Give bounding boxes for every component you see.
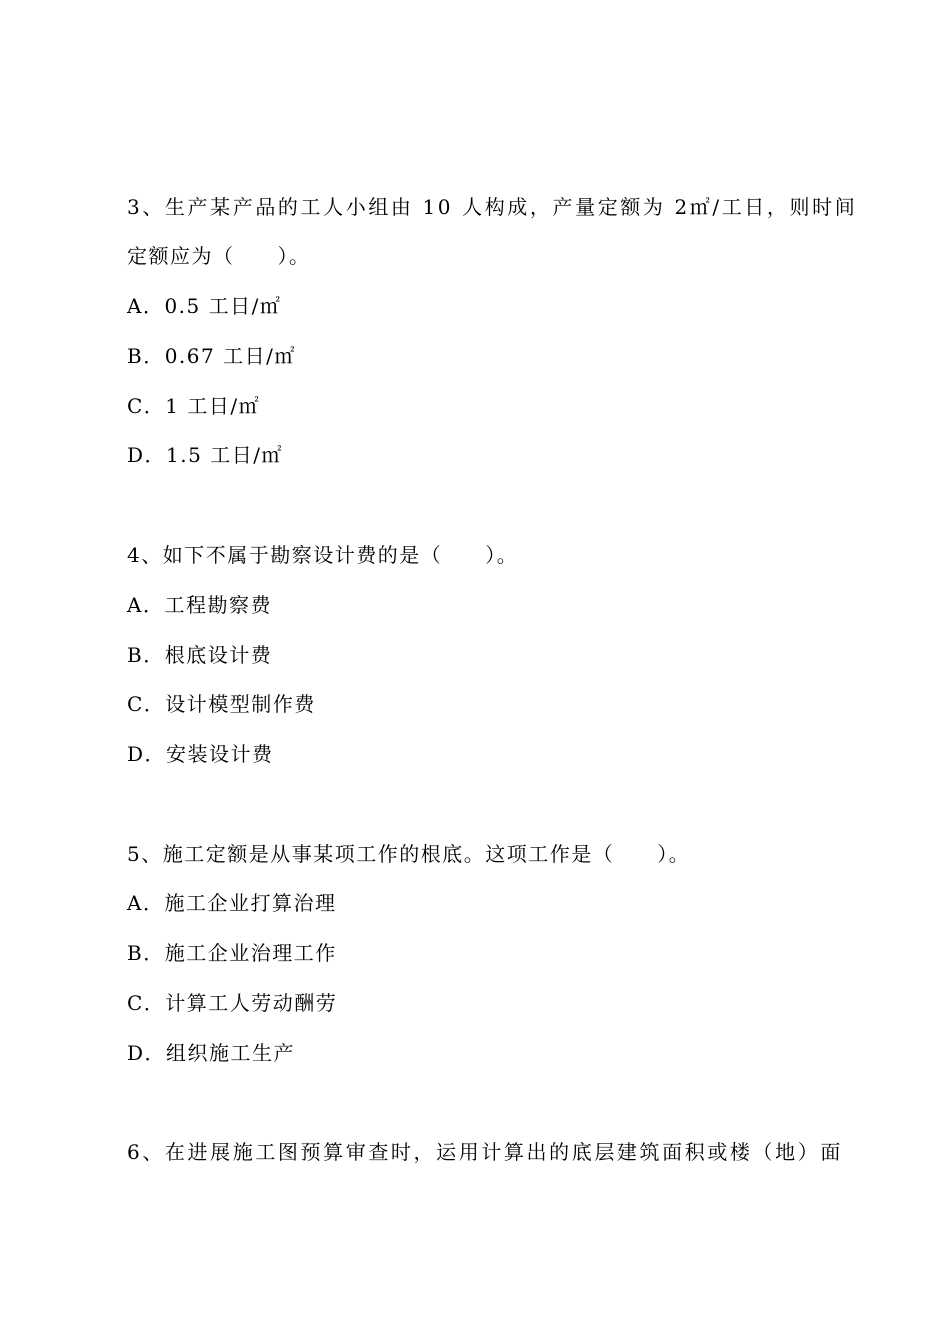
question-3-option-c: C．1 工日/㎡: [127, 394, 261, 418]
question-3-stem-line-1: 3、生产某产品的工人小组由 10 人构成，产量定额为 2㎡/工日，则时间: [127, 195, 858, 219]
question-3-stem-line-2: 定额应为（ ）。: [127, 244, 311, 268]
question-5-option-b: B．施工企业治理工作: [127, 941, 337, 965]
question-4-option-b: B．根底设计费: [127, 643, 273, 667]
question-4-option-a: A．工程勘察费: [127, 593, 272, 617]
question-5-stem-line-1: 5、施工定额是从事某项工作的根底。这项工作是（ ）。: [127, 842, 691, 866]
question-5-option-a: A．施工企业打算治理: [127, 891, 337, 915]
question-4-option-c: C．设计模型制作费: [127, 692, 316, 716]
question-3-option-a: A．0.5 工日/㎡: [127, 294, 282, 318]
question-3-option-b: B．0.67 工日/㎡: [127, 344, 296, 368]
question-3-option-d: D．1.5 工日/㎡: [127, 443, 283, 467]
question-4-option-d: D．安装设计费: [127, 742, 274, 766]
question-4-stem-line-1: 4、如下不属于勘察设计费的是（ ）。: [127, 543, 519, 567]
question-5-option-c: C．计算工人劳动酬劳: [127, 991, 338, 1015]
question-5-option-d: D．组织施工生产: [127, 1041, 296, 1065]
question-6-stem-line-1: 6、在进展施工图预算审查时，运用计算出的底层建筑面积或楼（地）面: [127, 1140, 843, 1164]
